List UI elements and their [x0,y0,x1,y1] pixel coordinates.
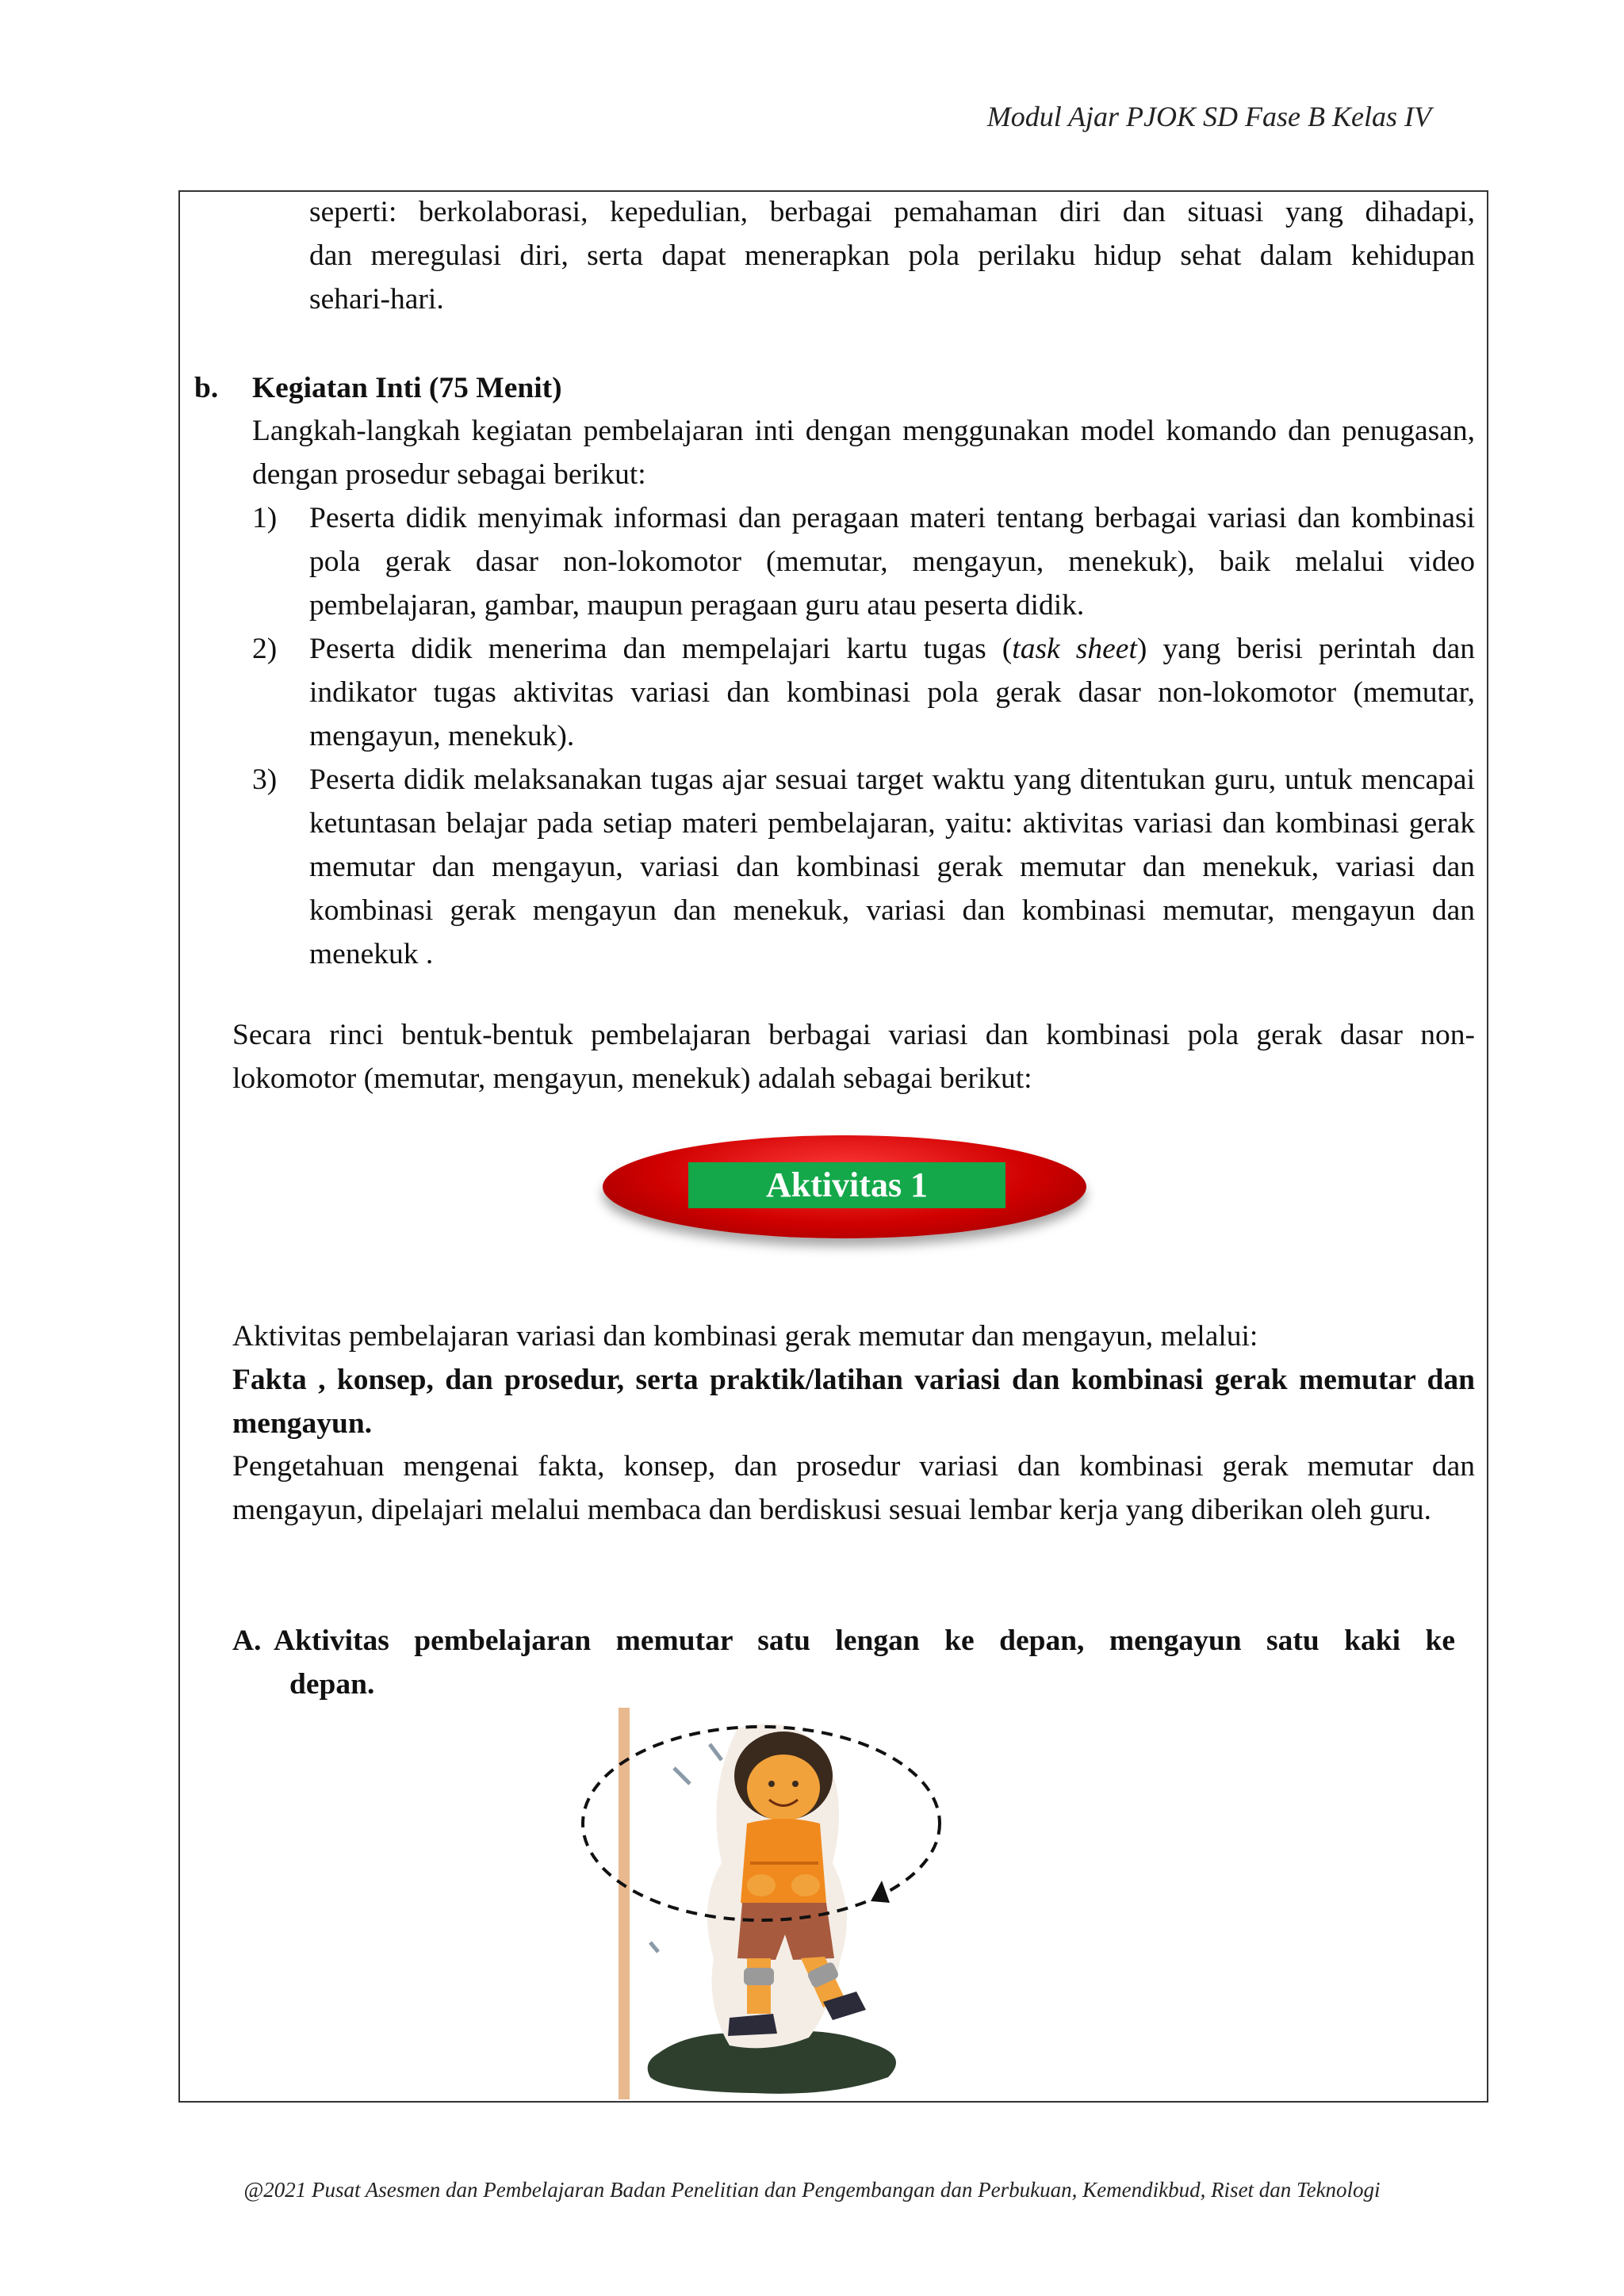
pengetahuan-paragraph: Pengetahuan mengenai fakta, konsep, dan prosedur variasi dan kombinasi gerak memutar dan mengayun, dipelajari melalui membaca dan berdiskusi sesuai lembar kerja yang diberikan oleh guru. [232,1450,1475,1526]
subsection-a-title: Aktivitas pembelajaran memutar satu lengan ke depan, mengayun satu kaki ke [274,1624,1455,1657]
rotation-arrow-head [871,1881,890,1903]
motion-mark [674,1768,690,1784]
motion-mark [710,1744,722,1760]
task-sheet-term: task sheet [1012,633,1137,665]
subsection-a-number: A. [232,1624,262,1657]
section-b-title: Kegiatan Inti (75 Menit) [252,372,562,404]
intro-line: dan meregulasi diri, serta dapat menerapkan pola perilaku hidup sehat dalam kehidupan [309,239,1475,272]
intro-paragraph [309,190,1475,321]
knee-pad-shape [744,1968,774,1985]
fakta-heading: Fakta , konsep, dan prosedur, serta praktik/latihan variasi dan kombinasi gerak memutar dan mengayun. [232,1364,1475,1440]
eye-shape [792,1781,799,1787]
list-item-text-part: ) yang berisi perintah dan indikator tugas aktivitas variasi dan kombinasi pola gerak dasar non-lokomotor (memutar, mengayun, menekuk). [309,633,1475,752]
intro-line: seperti: berkolaborasi, kepedulian, berbagai pemahaman diri dan situasi yang dihadapi, [309,196,1475,228]
footer-copyright: @2021 Pusat Asesmen dan Pembelajaran Badan Penelitian dan Pengembangan dan Perbukuan, Kemendikbud, Riset dan Teknologi [243,2178,1381,2202]
list-item-number: 3) [252,763,278,796]
list-item-text [309,627,1475,758]
subsection-a-title-cont: depan. [289,1668,375,1701]
module-header-title: Modul Ajar PJOK SD Fase B Kelas IV [986,101,1431,132]
rinci-paragraph: Secara rinci bentuk-bentuk pembelajaran berbagai variasi dan kombinasi pola gerak dasar non-lokomotor (memutar, mengayun, menekuk) adalah sebagai berikut: [232,1019,1475,1095]
intro-line: sehari-hari. [309,283,444,316]
section-b-paragraph: Langkah-langkah kegiatan pembelajaran inti dengan menggunakan model komando dan penugasan, dengan prosedur sebagai berikut: [252,415,1475,491]
pole-shape [619,1708,630,2099]
list-item-text: Peserta didik menyimak informasi dan peragaan materi tentang berbagai variasi dan kombinasi pola gerak dasar non-lokomotor (memutar, mengayun, menekuk), baik melalui video pembelajaran, gambar, maupun peragaan guru atau peserta didik. [309,502,1475,622]
list-item-number: 2) [252,633,278,665]
leg-shape [747,1958,771,2014]
list-item-text: Peserta didik melaksanakan tugas ajar sesuai target waktu yang ditentukan guru, untuk mencapai ketuntasan belajar pada setiap materi pembelajaran, yaitu: aktivitas variasi dan kombinasi gerak memutar dan mengayun, variasi dan kombinasi gerak memutar dan menekuk, variasi dan kombinasi gerak mengayun dan menekuk, variasi dan kombinasi memutar, mengayun dan menekuk . [309,763,1475,970]
activity-badge [603,1135,1086,1238]
list-item-number: 1) [252,502,278,534]
aktivitas-intro: Aktivitas pembelajaran variasi dan kombinasi gerak memutar dan mengayun, melalui: [232,1320,1258,1353]
activity-badge-label: Aktivitas 1 [688,1162,1005,1208]
hand-shape [747,1874,776,1896]
face-shape [747,1755,820,1821]
hand-shape [791,1874,820,1896]
child-rotating-arm-swinging-leg-illustration [571,1705,983,2101]
section-b-label: b. [194,372,219,404]
list-item-text-part: Peserta didik menerima dan mempelajari kartu tugas ( [309,633,1013,665]
motion-mark [650,1942,658,1952]
eye-shape [768,1781,775,1787]
